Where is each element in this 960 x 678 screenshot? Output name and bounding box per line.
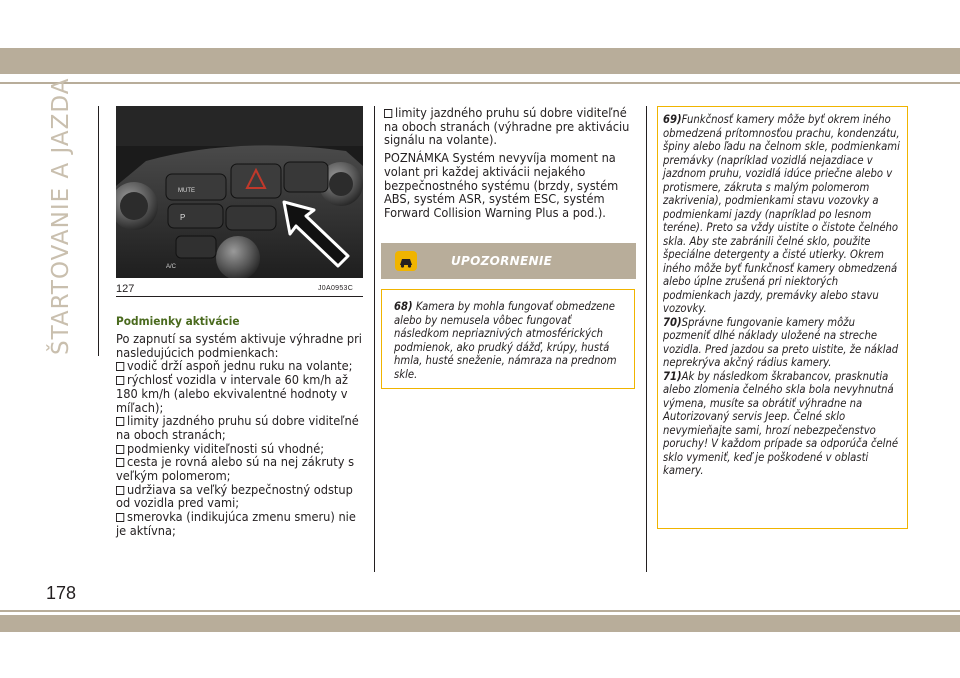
list-item: cesta je rovná alebo sú na nej zákruty s veľkým polomerom; — [116, 454, 355, 484]
list-item: limity jazdného pruhu sú dobre viditeľné na oboch stranách; — [116, 413, 359, 442]
caption-rule — [116, 296, 363, 297]
checkbox-bullet-icon — [116, 362, 124, 371]
figure-id: J0A0953C — [318, 285, 354, 292]
checkbox-bullet-icon — [116, 376, 124, 385]
list-item: podmienky viditeľnosti sú vhodné; — [116, 442, 363, 456]
warning-text: 68) Kamera by mohla fungovať obmedzene alebo by nemusela vôbec fungovať následkom nepriaznivých atmosférických podmienok, ako prudký dážď, krúpy, hustá hmla, husté sneženie, námraza na prednom skle. — [394, 300, 617, 381]
checkbox-bullet-icon — [116, 458, 124, 467]
checkbox-bullet-icon — [116, 486, 124, 495]
warning-header — [381, 243, 636, 279]
note-70-number: 70) — [663, 315, 682, 329]
park-label: P — [180, 213, 186, 222]
notes-box — [657, 106, 908, 529]
warning-title: UPOZORNENIE — [451, 254, 553, 268]
note-69-number: 69) — [663, 113, 682, 126]
top-decorative-band — [0, 48, 960, 74]
mute-label: MUTE — [178, 188, 195, 194]
note-71-text: Ak by následkom škrabancov, prasknutia alebo zlomenia čelného skla bola nevyhnutná výmena, musíte sa obrátiť výhradne na Autorizovaný servis Jeep. Čelné sklo nevymieňajte sami, hrozí nebezpečenstvo poruchy! V každom prípade sa odporúča čelné sklo vymeniť, keď je poškodené v oblasti kamery. — [663, 369, 899, 477]
column-divider-right — [646, 106, 647, 572]
warning-box — [381, 289, 635, 389]
warning-car-icon — [395, 251, 417, 271]
note-paragraph: POZNÁMKA Systém nevyvíja moment na volant pri každej aktivácii nejakého bezpečnostného systému (brzdy, systém ABS, systém ASR, systém ESC, systém Forward Collision Warning Plus a pod.). — [384, 150, 619, 220]
section-heading: Podmienky aktivácie — [116, 314, 240, 328]
list-item: limity jazdného pruhu sú dobre viditeľné na oboch stranách (výhradne pre aktiváciu signálu na volante). — [384, 105, 630, 148]
checkbox-bullet-icon — [116, 513, 124, 522]
figure-number: 127 — [116, 283, 135, 295]
list-item: smerovka (indikujúca zmenu smeru) nie je aktívna; — [116, 509, 356, 538]
checkbox-bullet-icon — [116, 445, 124, 454]
checkbox-bullet-icon — [384, 109, 392, 118]
notes-text — [663, 113, 902, 478]
list-item: vodič drží aspoň jednu ruku na volante; — [116, 359, 363, 373]
column-divider-left — [98, 106, 99, 356]
intro-paragraph: Po zapnutí sa systém aktivuje výhradne pri nasledujúcich podmienkach: — [116, 331, 362, 360]
checkbox-bullet-icon — [116, 417, 124, 426]
page-number: 178 — [46, 583, 77, 603]
column-1-text — [116, 332, 363, 538]
column-divider-middle — [374, 106, 375, 572]
dashboard-photo — [116, 106, 363, 278]
list-item: udržiava sa veľký bezpečnostný odstup od vozidla pred vami; — [116, 481, 353, 511]
list-item: rýchlosť vozidla v intervale 60 km/h až 180 km/h (alebo ekvivalentné hodnoty v míľach); — [116, 372, 348, 415]
top-rule — [0, 82, 960, 84]
section-title: ŠTARTOVANIE A JAZDA — [48, 77, 74, 355]
note-69-text: Funkčnosť kamery môže byť okrem iného obmedzená prítomnosťou prachu, kondenzátu, špiny alebo ľadu na čelnom skle, podmienkami premávky (napríklad vozidlá nejazdiace v jazdnom pruhu, vozidlá idúce priečne alebo v protismere, zákruta s malým polomerom zakrivenia), podmienkami stavu vozovky a podmienkami jazdy (napríklad po lesnom teréne). Preto sa vždy uistite o čistote čelného skla. Aby ste zabránili čelné sklo, použite špeciálne detergenty a čisté utierky. Okrem iného môže byť funkčnosť kamery obmedzená alebo úplne zrušená pri niektorých podmienkach jazdy, premávky alebo stavu vozovky. — [663, 113, 900, 315]
bottom-rule — [0, 610, 960, 612]
note-71-number: 71) — [663, 369, 682, 383]
column-2-text — [384, 106, 640, 220]
ac-label: A/C — [166, 264, 177, 270]
bottom-decorative-band — [0, 615, 960, 632]
note-70-text: Správne fungovanie kamery môžu pozmeniť dlhé náklady uložené na streche vozidla. Pred jazdou sa preto uistite, že náklad neprekrýva akčný rádius kamery. — [663, 315, 899, 369]
